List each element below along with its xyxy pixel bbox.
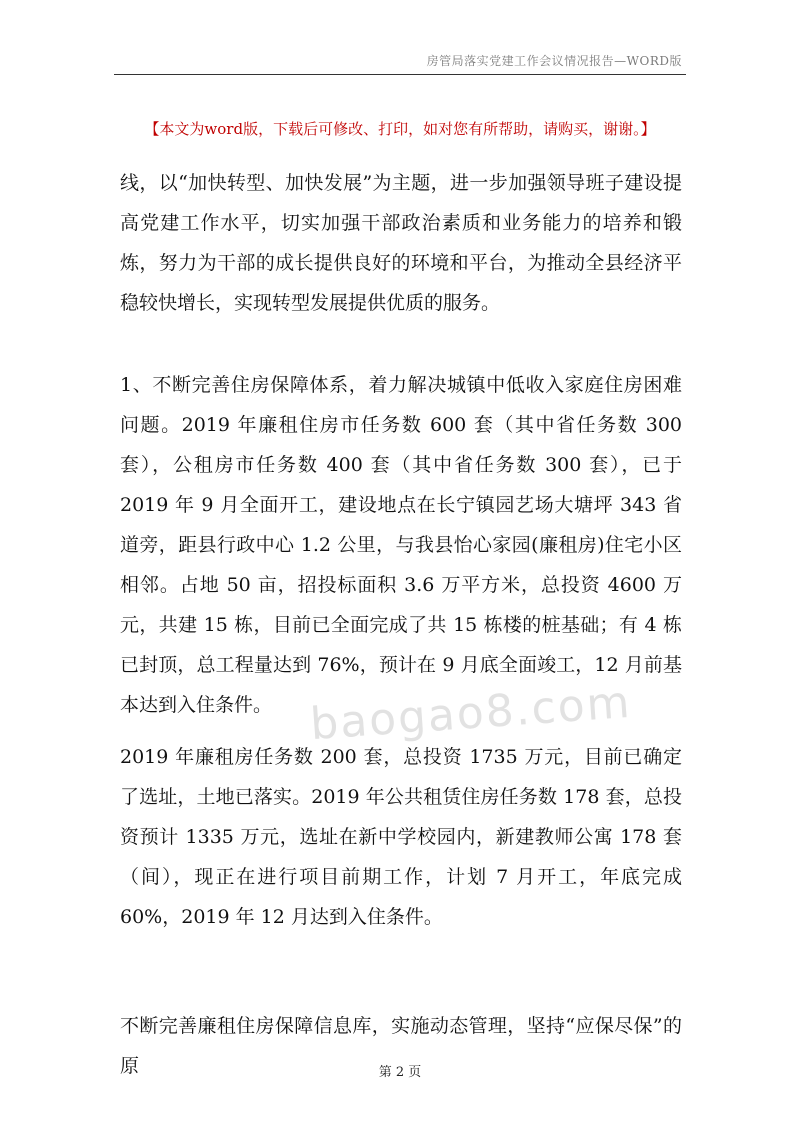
page-number: 第 2 页 (378, 1065, 422, 1080)
paragraph-info-database: 不断完善廉租住房保障信息库，实施动态管理，坚持“应保尽保”的原 (120, 1015, 682, 1077)
download-notice: 【本文为word版，下载后可修改、打印，如对您有所帮助，请购买，谢谢。】 (144, 120, 656, 138)
header-divider (114, 74, 686, 75)
watermark-text: baogao8.com (308, 676, 633, 751)
paragraph-intro: 线，以“加快转型、加快发展”为主题，进一步加强领导班子建设提高党建工作水平，切实加强干部政治素质和业务能力的培养和锻炼，努力为干部的成长提供良好的环境和平台，为推动全县经济平稳较快增长，实现转型发展提供优质的服务。 (120, 172, 682, 314)
paragraph-rental-tasks: 2019 年廉租房任务数 200 套，总投资 1735 万元，目前已确定了选址，土地已落实。2019 年公共租赁住房任务数 178 套，总投资预计 1335 万元，选址在新中学校园内，新建教师公寓 178 套（间），现正在进行项目前期工作，计划 7 月开工，年底完成 60%，2019 年 12 月达到入住条件。 (120, 746, 682, 928)
paragraph-housing-system: 1、不断完善住房保障体系，着力解决城镇中低收入家庭住房困难问题。2019 年廉租住房市任务数 600 套（其中省任务数 300 套），公租房市任务数 400 套（其中省任务数 300 套），已于 2019 年 9 月全面开工，建设地点在长宁镇园艺场大塘坪 343 省道旁，距县行政中心 1.2 公里，与我县怡心家园(廉租房)住宅小区相邻。占地 50 亩，招投标面积 3.6 万平方米，总投资 4600 万元，共建 15 栋，目前已全面完成了共 15 栋楼的桩基础；有 4 栋已封顶，总工程量达到 76%，预计在 9 月底全面竣工，12 月前基本达到入住条件。 (120, 374, 682, 716)
document-header-title: 房管局落实党建工作会议情况报告—WORD版 (426, 54, 682, 68)
